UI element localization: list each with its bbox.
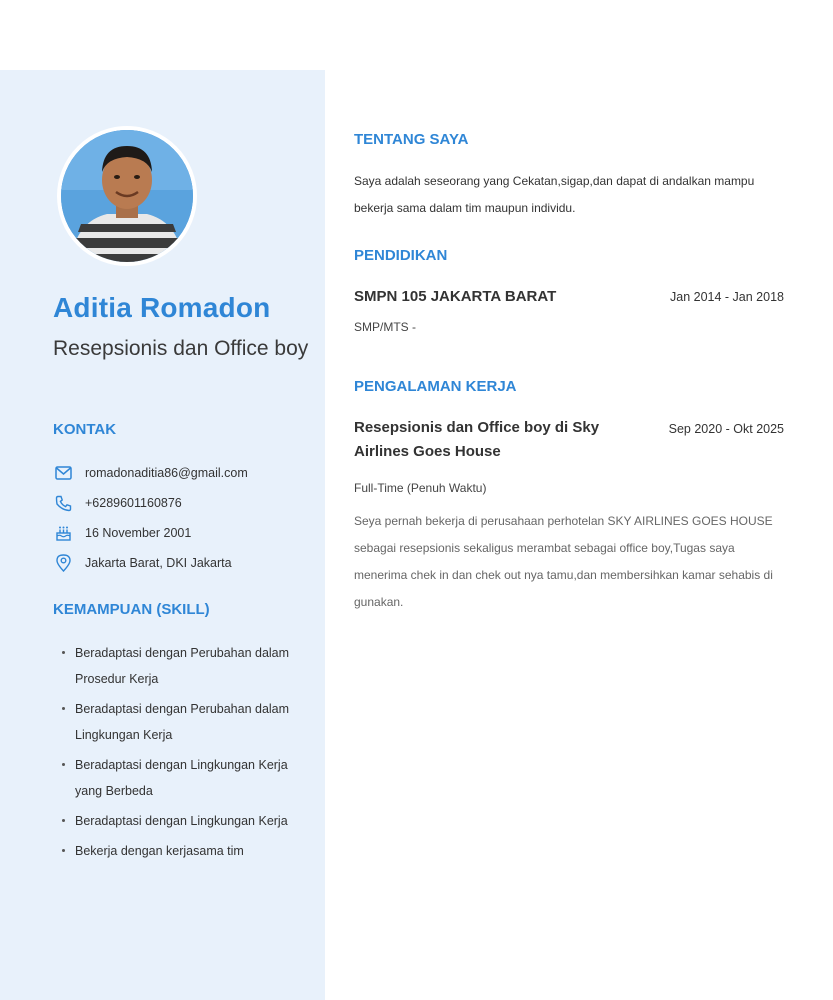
contact-phone-text: +6289601160876 <box>85 496 182 510</box>
profile-name: Aditia Romadon <box>53 292 271 323</box>
avatar <box>57 126 197 266</box>
contact-birthday-text: 16 November 2001 <box>85 526 192 540</box>
contact-location-text: Jakarta Barat, DKI Jakarta <box>85 556 232 570</box>
experience-description: Seya pernah bekerja di perusahaan perhotelan SKY AIRLINES GOES HOUSE sebagai resepsionis sekaligus merambat sebagai office boy,Tugas saya menerima chek in dan chek out nya tamu,dan membersihkan kamar sehabis di gunakan. <box>354 514 773 609</box>
contact-list <box>53 458 318 578</box>
skills-list <box>62 640 312 868</box>
contact-item-location <box>53 548 318 578</box>
list-item: Beradaptasi dengan Perubahan dalam Prosedur Kerja <box>62 640 312 692</box>
contact-email-text: romadonaditia86@gmail.com <box>85 466 248 480</box>
list-item: Bekerja dengan kerjasama tim <box>62 838 312 864</box>
contact-heading: KONTAK <box>53 421 117 438</box>
experience-type: Full-Time (Penuh Waktu) <box>354 481 487 495</box>
education-level: SMP/MTS - <box>354 320 416 334</box>
experience-heading: PENGALAMAN KERJA <box>354 378 517 395</box>
education-school: SMPN 105 JAKARTA BARAT <box>354 288 557 305</box>
phone-icon <box>53 493 73 513</box>
location-pin-icon <box>53 553 73 573</box>
birthday-cake-icon <box>53 523 73 543</box>
contact-item-phone[interactable] <box>53 488 318 518</box>
contact-item-birthday <box>53 518 318 548</box>
list-item: Beradaptasi dengan Lingkungan Kerja yang Berbeda <box>62 752 312 804</box>
contact-item-email[interactable] <box>53 458 318 488</box>
about-heading: TENTANG SAYA <box>354 131 469 148</box>
experience-date: Sep 2020 - Okt 2025 <box>668 422 784 436</box>
about-text: Saya adalah seseorang yang Cekatan,sigap,dan dapat di andalkan mampu bekerja sama dalam tim maupun individu. <box>354 174 755 215</box>
profile-role: Resepsionis dan Office boy <box>53 337 309 360</box>
experience-title: Resepsionis dan Office boy di Sky Airlines Goes House <box>354 419 600 460</box>
education-heading: PENDIDIKAN <box>354 247 448 264</box>
mail-icon <box>53 463 73 483</box>
list-item: Beradaptasi dengan Perubahan dalam Lingkungan Kerja <box>62 696 312 748</box>
education-date: Jan 2014 - Jan 2018 <box>670 290 784 304</box>
skills-heading: KEMAMPUAN (SKILL) <box>53 601 210 618</box>
sidebar <box>0 70 325 1000</box>
list-item: Beradaptasi dengan Lingkungan Kerja <box>62 808 312 834</box>
